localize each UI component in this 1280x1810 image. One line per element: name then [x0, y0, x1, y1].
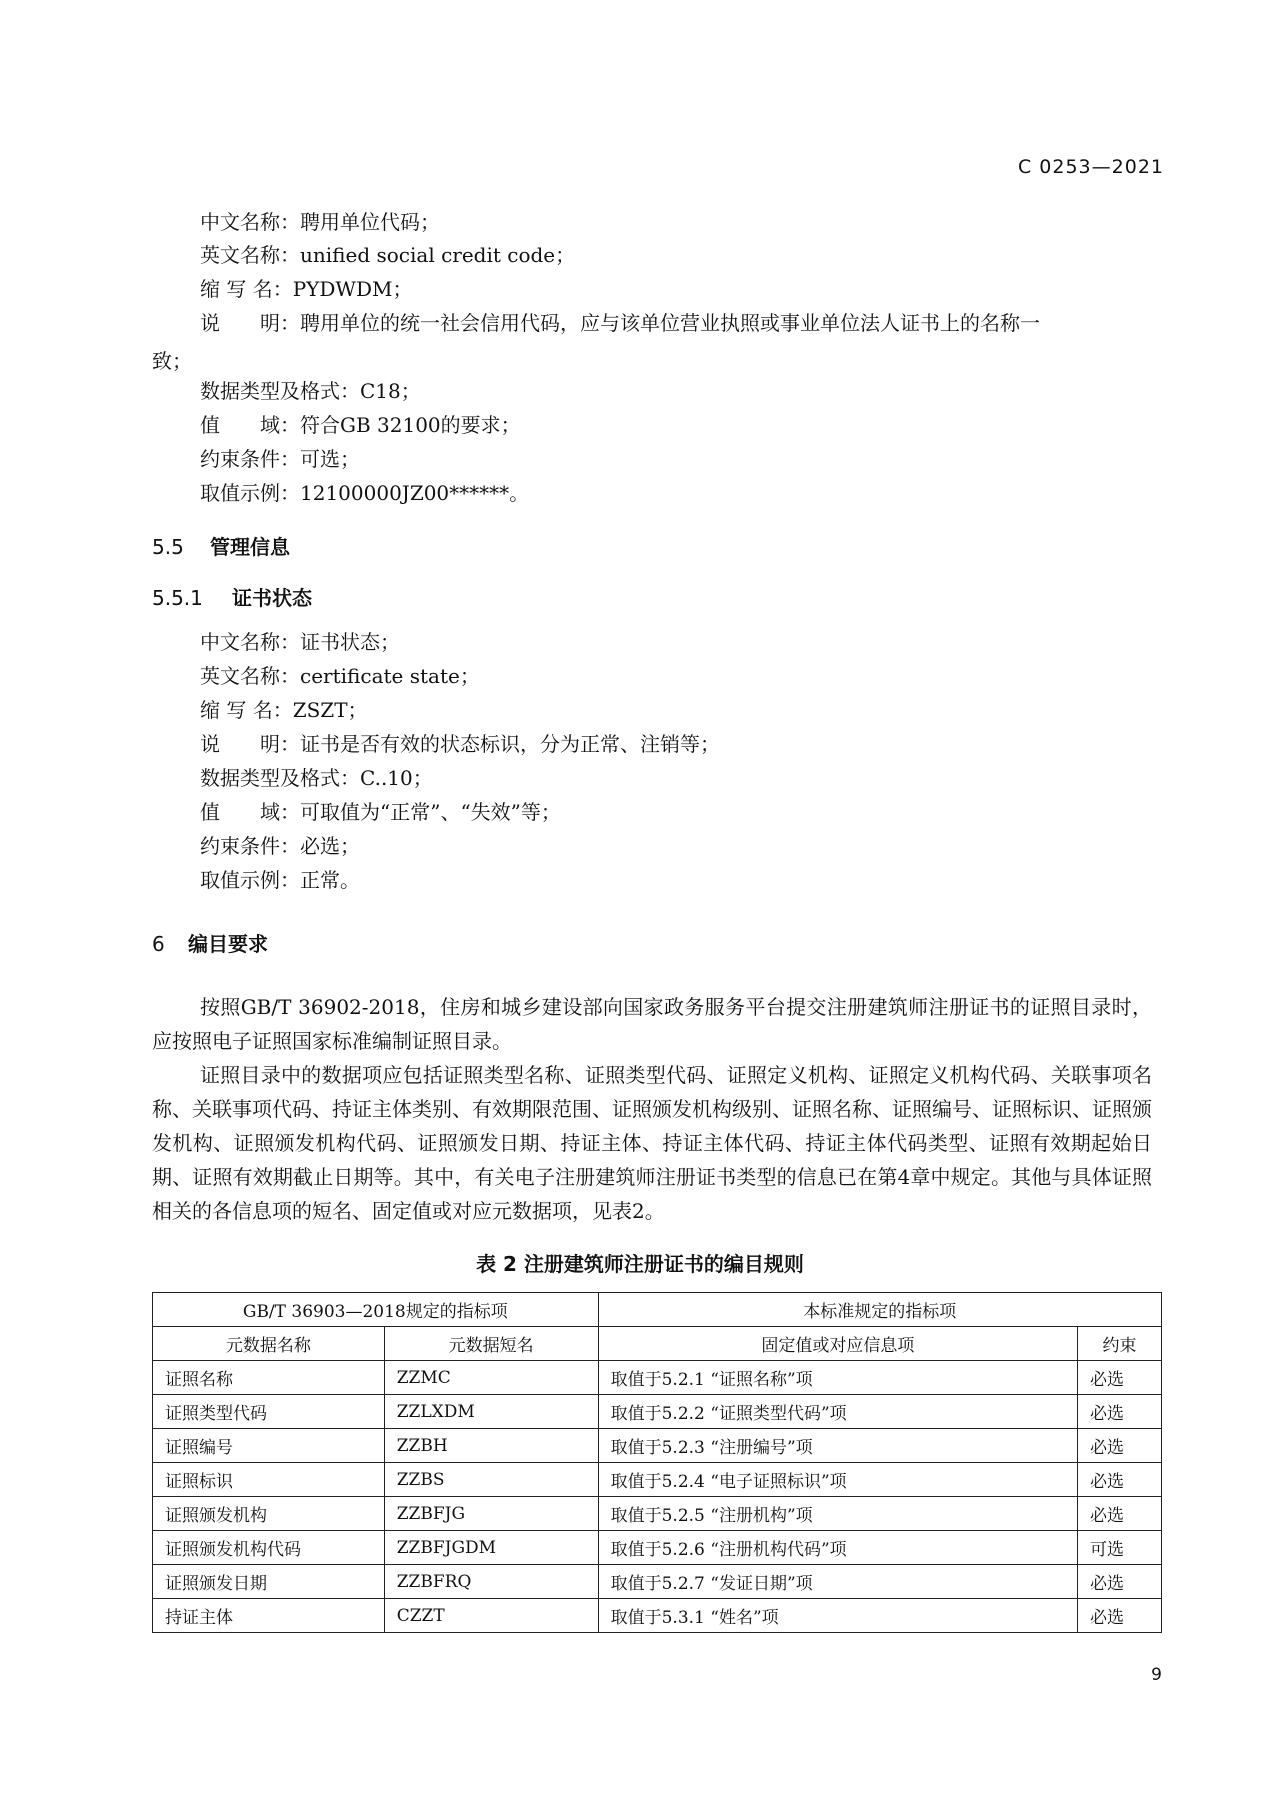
field-zh-name: 中文名称：聘用单位代码； — [200, 210, 440, 234]
catalog-rules-table — [152, 1292, 1162, 1633]
section-number: 5.5 — [152, 535, 184, 559]
cell-value: 取值于5.2.1 “证照名称”项 — [598, 1361, 1077, 1395]
cell-constraint: 必选 — [1078, 1463, 1162, 1497]
table-row — [153, 1497, 1162, 1531]
cell-meta-short: ZZBFJG — [384, 1497, 598, 1531]
section-number: 5.5.1 — [152, 586, 203, 610]
cell-meta-name: 证照颁发日期 — [153, 1565, 385, 1599]
section-heading-5-5 — [152, 531, 290, 560]
cell-meta-name: 持证主体 — [153, 1599, 385, 1633]
table-column-header — [153, 1327, 1162, 1361]
field-desc: 说 明：聘用单位的统一社会信用代码，应与该单位营业执照或事业单位法人证书上的名称一 — [200, 311, 1040, 335]
cell-meta-name: 证照颁发机构 — [153, 1497, 385, 1531]
cell-constraint: 必选 — [1078, 1429, 1162, 1463]
paragraph: 按照GB/T 36902-2018，住房和城乡建设部向国家政务服务平台提交注册建筑师注册证书的证照目录时，应按照电子证照国家标准编制证照目录。 — [152, 995, 1152, 1053]
field-en-name: 英文名称：unified social credit code； — [200, 243, 576, 267]
section-title: 管理信息 — [210, 535, 290, 559]
cell-meta-short: ZZMC — [384, 1361, 598, 1395]
cell-constraint: 必选 — [1078, 1395, 1162, 1429]
section-title: 编目要求 — [188, 932, 268, 956]
cell-constraint: 必选 — [1078, 1497, 1162, 1531]
cell-meta-name: 证照标识 — [153, 1463, 385, 1497]
section-heading-6 — [152, 928, 268, 957]
section-title: 证书状态 — [232, 586, 312, 610]
column-header-value: 固定值或对应信息项 — [598, 1327, 1077, 1361]
cell-value: 取值于5.3.1 “姓名”项 — [598, 1599, 1077, 1633]
field-abbr: 缩 写 名：ZSZT； — [200, 698, 368, 722]
cell-meta-short: ZZBFJGDM — [384, 1531, 598, 1565]
field-desc: 说 明：证书是否有效的状态标识，分为正常、注销等； — [200, 732, 720, 756]
cell-constraint: 必选 — [1078, 1361, 1162, 1395]
cell-meta-name: 证照编号 — [153, 1429, 385, 1463]
body-text — [152, 990, 1152, 1228]
cell-value: 取值于5.2.4 “电子证照标识”项 — [598, 1463, 1077, 1497]
column-header-meta-short: 元数据短名 — [384, 1327, 598, 1361]
cell-constraint: 必选 — [1078, 1599, 1162, 1633]
table-row — [153, 1361, 1162, 1395]
table-row — [153, 1565, 1162, 1599]
section-number: 6 — [152, 932, 165, 956]
field-constraint: 约束条件：必选； — [200, 834, 360, 858]
page-number: 9 — [1151, 1665, 1162, 1685]
cell-value: 取值于5.2.2 “证照类型代码”项 — [598, 1395, 1077, 1429]
field-type: 数据类型及格式：C18； — [200, 379, 421, 403]
table-group-header — [153, 1293, 1162, 1327]
field-example: 取值示例：12100000JZ00******。 — [200, 481, 530, 505]
cell-value: 取值于5.2.3 “注册编号”项 — [598, 1429, 1077, 1463]
cell-constraint: 可选 — [1078, 1531, 1162, 1565]
table-row — [153, 1395, 1162, 1429]
field-range: 值 域：符合GB 32100的要求； — [200, 413, 521, 437]
table-title: 表 2 注册建筑师注册证书的编目规则 — [476, 1252, 804, 1276]
cell-meta-short: ZZBH — [384, 1429, 598, 1463]
cell-value: 取值于5.2.5 “注册机构”项 — [598, 1497, 1077, 1531]
cell-meta-short: ZZBS — [384, 1463, 598, 1497]
cell-meta-short: ZZLXDM — [384, 1395, 598, 1429]
field-en-name: 英文名称：certificate state； — [200, 664, 480, 688]
table-row — [153, 1599, 1162, 1633]
field-type: 数据类型及格式：C..10； — [200, 766, 433, 790]
field-abbr: 缩 写 名：PYDWDM； — [200, 277, 413, 301]
table-row — [153, 1531, 1162, 1565]
cell-meta-short: ZZBFRQ — [384, 1565, 598, 1599]
column-header-constraint: 约束 — [1078, 1327, 1162, 1361]
section-heading-5-5-1 — [152, 582, 312, 611]
cell-value: 取值于5.2.6 “注册机构代码”项 — [598, 1531, 1077, 1565]
cell-meta-name: 证照类型代码 — [153, 1395, 385, 1429]
cell-meta-short: CZZT — [384, 1599, 598, 1633]
cell-value: 取值于5.2.7 “发证日期”项 — [598, 1565, 1077, 1599]
field-constraint: 约束条件：可选； — [200, 447, 360, 471]
field-zh-name: 中文名称：证书状态； — [200, 630, 400, 654]
field-desc-continuation: 致； — [152, 349, 192, 373]
cell-meta-name: 证照颁发机构代码 — [153, 1531, 385, 1565]
table-row — [153, 1463, 1162, 1497]
column-header-meta-name: 元数据名称 — [153, 1327, 385, 1361]
document-code: C 0253—2021 — [1017, 156, 1164, 178]
table-row — [153, 1429, 1162, 1463]
group-header-this-standard: 本标准规定的指标项 — [598, 1293, 1161, 1327]
cell-constraint: 必选 — [1078, 1565, 1162, 1599]
cell-meta-name: 证照名称 — [153, 1361, 385, 1395]
paragraph: 证照目录中的数据项应包括证照类型名称、证照类型代码、证照定义机构、证照定义机构代码、关联事项名称、关联事项代码、持证主体类别、有效期限范围、证照颁发机构级别、证照名称、证照编号、证照标识、证照颁发机构、证照颁发机构代码、证照颁发日期、持证主体、持证主体代码、持证主体代码类型、证照有效期起始日期、证照有效期截止日期等。其中，有关电子注册建筑师注册证书类型的信息已在第4章中规定。其他与具体证照相关的各信息项的短名、固定值或对应元数据项，见表2。 — [152, 1063, 1152, 1223]
field-example: 取值示例：正常。 — [200, 868, 360, 892]
field-range: 值 域：可取值为“正常”、“失效”等； — [200, 800, 561, 824]
group-header-standard: GB/T 36903—2018规定的指标项 — [153, 1293, 599, 1327]
